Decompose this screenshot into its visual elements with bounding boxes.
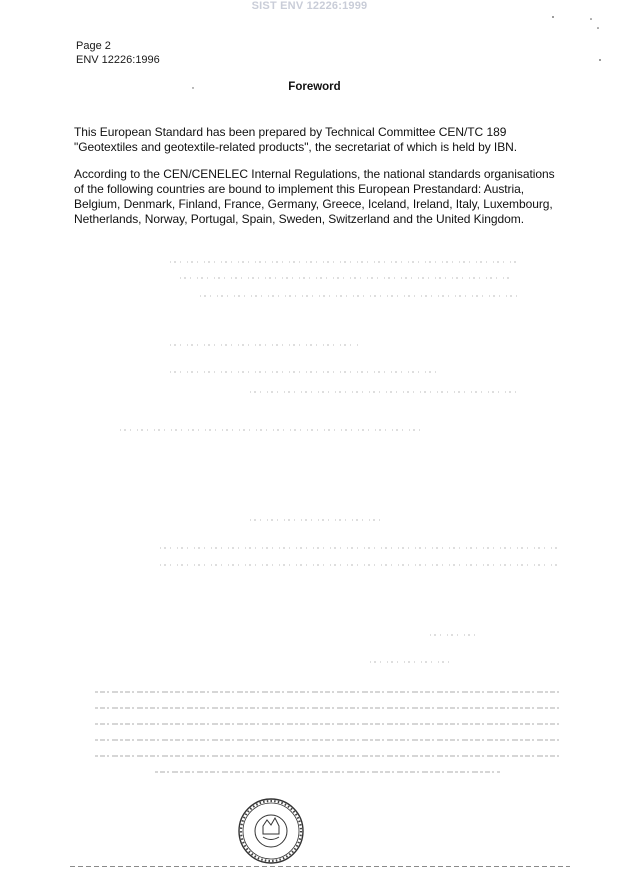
document-id: ENV 12226:1996 — [76, 54, 160, 66]
official-seal-icon — [236, 796, 306, 866]
page-number: Page 2 — [76, 40, 111, 52]
foreword-paragraph-1: This European Standard has been prepared by Technical Committee CEN/TC 189 "Geotextiles and geotextile-related products", the secretariat of which is held by IBN. — [74, 125, 518, 154]
foreword-heading: Foreword — [288, 81, 341, 93]
watermark: SIST ENV 12226:1999 — [251, 0, 368, 12]
foreword-paragraph-2: According to the CEN/CENELEC Internal Regulations, the national standards organisations of the following countries are bound to implement this European Prestandard: Austria, Belgium, Denmark, Finland, France, Germany, Greece, Iceland, Ireland, Italy, Luxembourg, Netherlands, Norway, Portugal, Spain, Sweden, Switzerland and the United Kingdom. — [74, 167, 555, 226]
bottom-edge-rule — [70, 866, 570, 867]
